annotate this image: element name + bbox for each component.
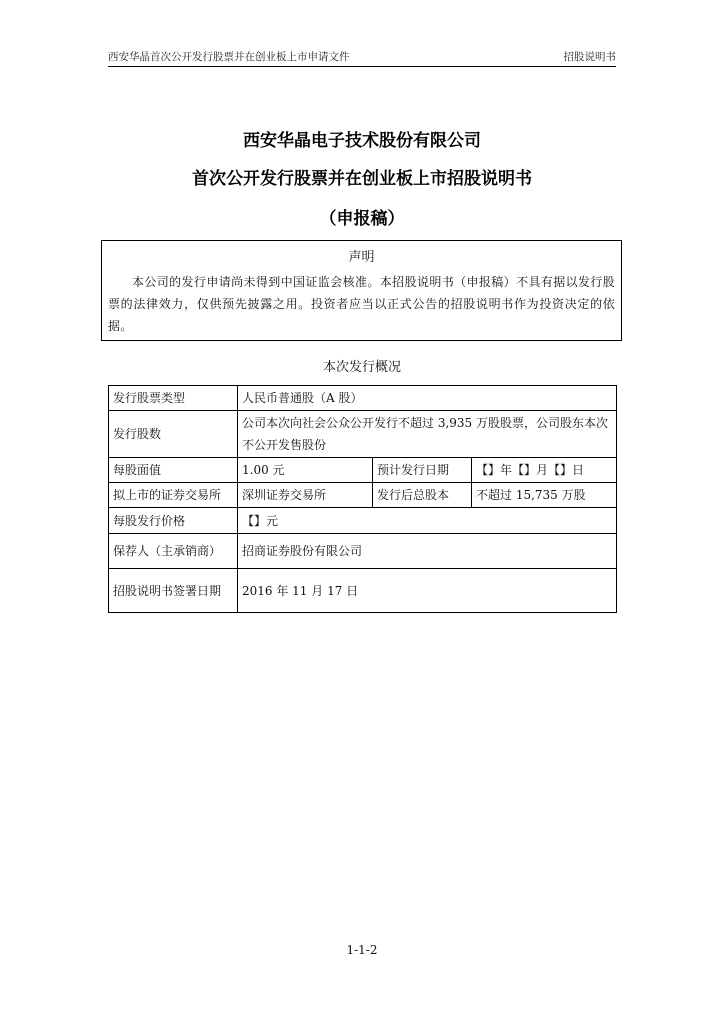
issue-date-label: 预计发行日期 [373, 458, 472, 483]
stock-type-label: 发行股票类型 [109, 386, 238, 411]
offering-overview-table [108, 385, 617, 613]
price-label: 每股发行价格 [109, 508, 238, 534]
overview-title: 本次发行概况 [322, 360, 401, 375]
stock-type-value: 人民币普通股（A 股） [238, 386, 617, 411]
table-row [109, 534, 617, 569]
issue-date-value: 【】年【】月【】日 [472, 458, 617, 483]
total-shares-value: 不超过 15,735 万股 [472, 483, 617, 508]
shares-value: 公司本次向社会公众公开发行不超过 3,935 万股股票，公司股东本次不公开发售股份 [238, 411, 617, 458]
company-title: 西安华晶电子技术股份有限公司 [243, 131, 481, 151]
table-row [109, 508, 617, 534]
header-doc-name: 西安华晶首次公开发行股票并在创业板上市申请文件 [108, 51, 350, 63]
total-shares-label: 发行后总股本 [373, 483, 472, 508]
table-row [109, 411, 617, 458]
page-number: 1-1-2 [346, 943, 378, 957]
declaration-box [101, 240, 622, 341]
signing-date-value: 2016 年 11 月 17 日 [238, 569, 617, 613]
sponsor-value: 招商证券股份有限公司 [238, 534, 617, 569]
sponsor-label: 保荐人（主承销商） [109, 534, 238, 569]
header-rule [108, 66, 616, 67]
declaration-title: 声明 [348, 250, 375, 265]
par-value-label: 每股面值 [109, 458, 238, 483]
shares-label: 发行股数 [109, 411, 238, 458]
exchange-label: 拟上市的证券交易所 [109, 483, 238, 508]
table-row [109, 569, 617, 613]
price-value: 【】元 [238, 508, 617, 534]
table-row [109, 458, 617, 483]
table-row [109, 386, 617, 411]
signing-date-label: 招股说明书签署日期 [109, 569, 238, 613]
header-doc-type: 招股说明书 [563, 51, 616, 63]
par-value: 1.00 元 [238, 458, 373, 483]
document-title: 首次公开发行股票并在创业板上市招股说明书 [192, 169, 532, 189]
running-header [108, 49, 616, 67]
table-row [109, 483, 617, 508]
declaration-body: 本公司的发行申请尚未得到中国证监会核准。本招股说明书（申报稿）不具有据以发行股票的法律效力，仅供预先披露之用。投资者应当以正式公告的招股说明书作为投资决定的依据。 [108, 275, 615, 333]
exchange-value: 深圳证券交易所 [238, 483, 373, 508]
draft-label: （申报稿） [319, 209, 405, 229]
